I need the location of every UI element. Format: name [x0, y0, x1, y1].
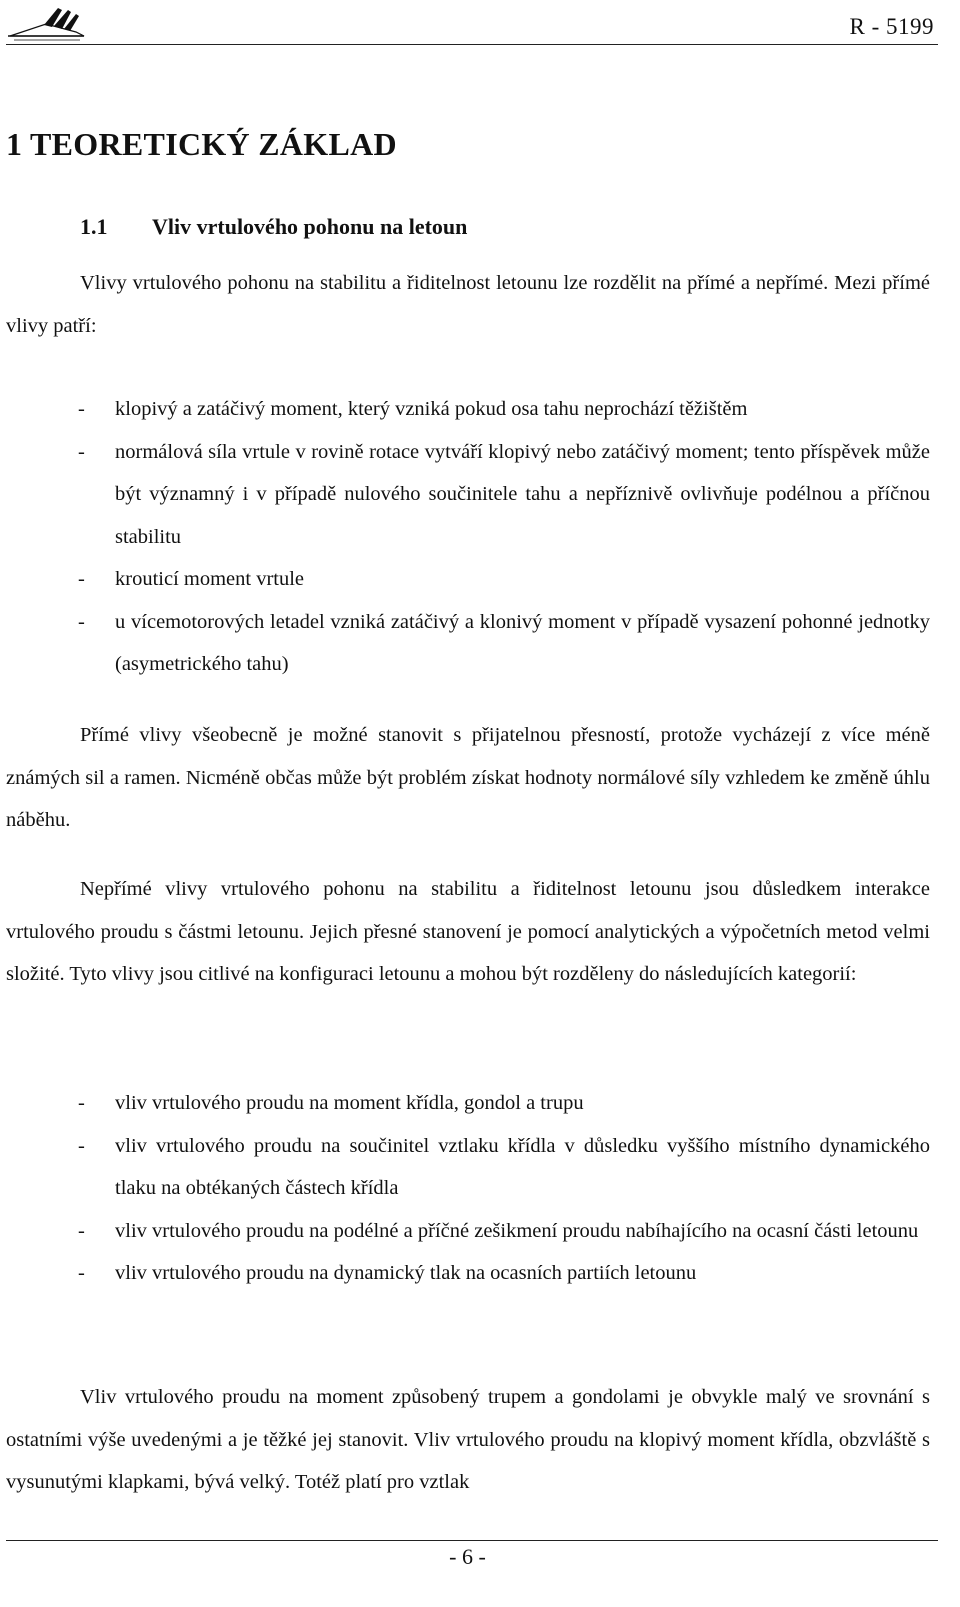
paragraph-intro: Vlivy vrtulového pohonu na stabilitu a řiditelnost letounu lze rozdělit na přímé a nepřímé. Mezi přímé vlivy patří:	[6, 272, 930, 337]
list-item	[78, 1210, 930, 1253]
header-rule	[6, 44, 938, 45]
list-item-text: normálová síla vrtule v rovině rotace vytváří klopivý nebo zatáčivý moment; tento příspěvek může být významný i v případě nulového součinitele tahu a nepříznivě ovlivňuje podélnou a příčnou stabilitu	[115, 440, 930, 548]
page-number: - 6 -	[449, 1544, 486, 1569]
bullet-dash: -	[78, 1092, 85, 1114]
footer-rule	[6, 1540, 938, 1541]
list-item-text: vliv vrtulového proudu na moment křídla, gondol a trupu	[115, 1092, 584, 1114]
list-item-text: vliv vrtulového proudu na součinitel vztlaku křídla v důsledku vyššího místního dynamického tlaku na obtékaných částech křídla	[115, 1134, 930, 1199]
list-item	[78, 388, 930, 431]
aircraft-logo-icon	[6, 2, 86, 44]
section-heading	[80, 214, 467, 240]
list-item	[78, 1252, 930, 1295]
list-item	[78, 431, 930, 559]
list-item	[78, 1082, 930, 1125]
indirect-effects-list	[78, 1082, 930, 1295]
list-item-text: u vícemotorových letadel vzniká zatáčivý a klonivý moment v případě vysazení pohonné jednotky (asymetrického tahu)	[115, 610, 930, 675]
bullet-dash: -	[78, 1134, 85, 1157]
paragraph-direct-effects: Přímé vlivy všeobecně je možné stanovit s přijatelnou přesností, protože vycházejí z více méně známých sil a ramen. Nicméně občas může být problém získat hodnoty normálové síly vzhledem ke změně úhlu náběhu.	[6, 724, 930, 831]
list-item	[78, 558, 930, 601]
bullet-dash: -	[78, 398, 85, 420]
document-id: R - 5199	[849, 14, 934, 39]
list-item-text: klopivý a zatáčivý moment, který vzniká pokud osa tahu neprochází těžištěm	[115, 398, 748, 420]
section-number: 1.1	[80, 214, 108, 239]
direct-effects-list	[78, 388, 930, 686]
paragraph-fuselage-effects: Vliv vrtulového proudu na moment způsobený trupem a gondolami je obvykle malý ve srovnání s ostatními výše uvedenými a je těžké jej stanovit. Vliv vrtulového proudu na klopivý moment křídla, obzvláště s vysunutými klapkami, bývá velký. Totéž platí pro vztlak	[6, 1386, 930, 1493]
bullet-dash: -	[78, 440, 85, 463]
bullet-dash: -	[78, 568, 85, 590]
paragraph-indirect-effects: Nepřímé vlivy vrtulového pohonu na stabilitu a řiditelnost letounu jsou důsledkem interakce vrtulového proudu s částmi letounu. Jejich přesné stanovení je pomocí analytických a výpočetních metod velmi složité. Tyto vlivy jsou citlivé na konfiguraci letounu a mohou být rozděleny do následujících kategorií:	[6, 878, 930, 985]
chapter-title: 1 TEORETICKÝ ZÁKLAD	[6, 126, 397, 162]
list-item-text: vliv vrtulového proudu na podélné a příčné zešikmení proudu nabíhajícího na ocasní části letounu	[115, 1219, 919, 1242]
list-item-text: krouticí moment vrtule	[115, 568, 305, 590]
list-item-text: vliv vrtulového proudu na dynamický tlak na ocasních partiích letounu	[115, 1262, 697, 1284]
bullet-dash: -	[78, 1219, 85, 1242]
section-title: Vliv vrtulového pohonu na letoun	[152, 214, 468, 239]
bullet-dash: -	[78, 1262, 85, 1284]
bullet-dash: -	[78, 610, 85, 633]
list-item	[78, 1125, 930, 1210]
list-item	[78, 601, 930, 686]
